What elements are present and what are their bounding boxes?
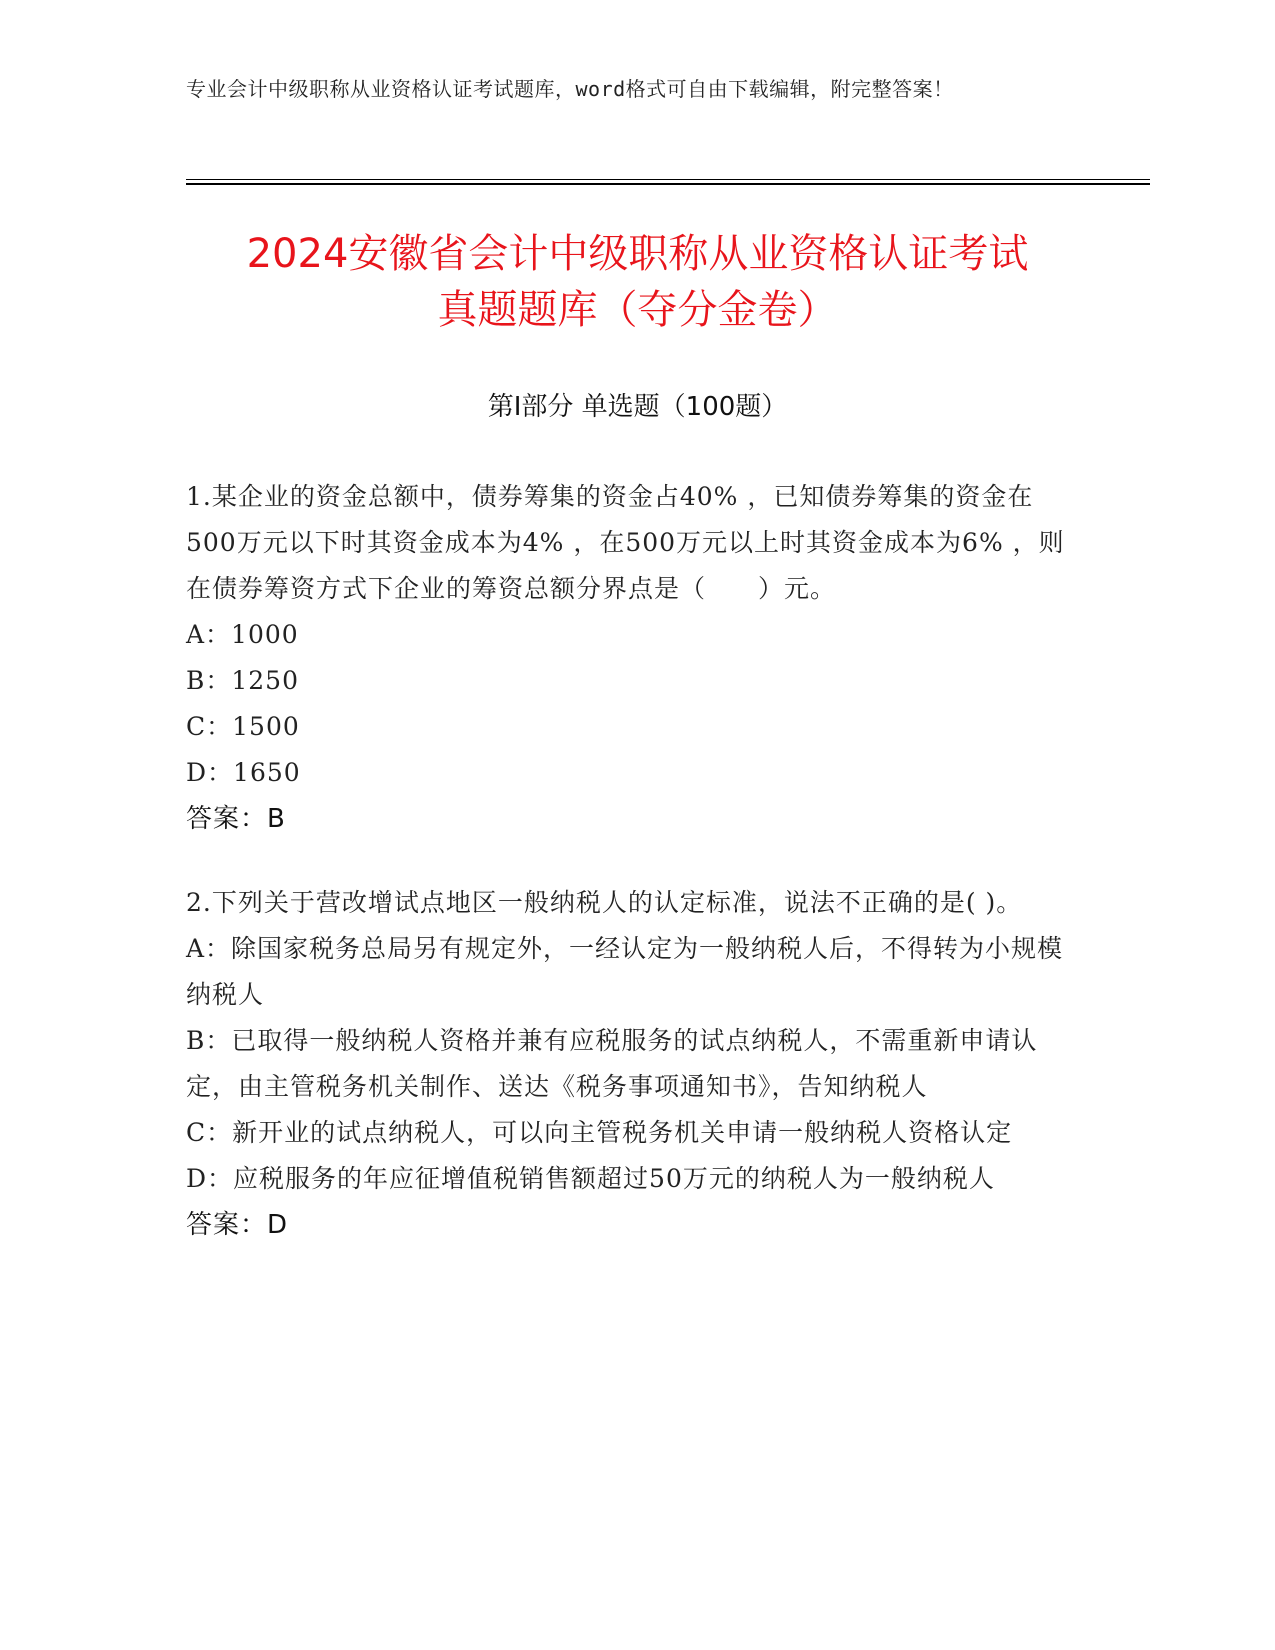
option-c: C：1500 xyxy=(186,712,300,741)
question-stem: 2.下列关于营改增试点地区一般纳税人的认定标准，说法不正确的是( )。 xyxy=(186,888,1023,917)
title-line-1: 2024安徽省会计中级职称从业资格认证考试 xyxy=(246,231,1029,277)
question-1 xyxy=(186,474,1076,842)
answer: 答案：D xyxy=(186,1210,289,1240)
option-b: B：已取得一般纳税人资格并兼有应税服务的试点纳税人，不需重新申请认定，由主管税务机关制作、送达《税务事项通知书》，告知纳税人 xyxy=(186,1026,1038,1101)
header-divider-thick xyxy=(186,183,1150,185)
option-a: A：除国家税务总局另有规定外，一经认定为一般纳税人后，不得转为小规模纳税人 xyxy=(186,934,1064,1009)
document-title xyxy=(150,226,1125,338)
option-a: A：1000 xyxy=(186,620,299,649)
question-stem: 1.某企业的资金总额中，债券筹集的资金占40% ，已知债券筹集的资金在500万元以下时其资金成本为4% ，在500万元以上时其资金成本为6% ，则在债券筹资方式下企业的筹资总额分界点是（ ）元。 xyxy=(186,482,1065,603)
header-divider-thin xyxy=(186,179,1150,180)
question-2 xyxy=(186,880,1076,1248)
option-b: B：1250 xyxy=(186,666,299,695)
header-note: 专业会计中级职称从业资格认证考试题库，word格式可自由下载编辑，附完整答案！ xyxy=(186,77,954,101)
option-c: C：新开业的试点纳税人，可以向主管税务机关申请一般纳税人资格认定 xyxy=(186,1118,1013,1147)
option-d: D：1650 xyxy=(186,758,301,787)
title-line-2: 真题题库（夺分金卷） xyxy=(437,287,838,333)
section-title: 第I部分 单选题（100题） xyxy=(487,392,788,422)
answer: 答案：B xyxy=(186,804,286,834)
option-d: D：应税服务的年应征增值税销售额超过50万元的纳税人为一般纳税人 xyxy=(186,1164,995,1193)
